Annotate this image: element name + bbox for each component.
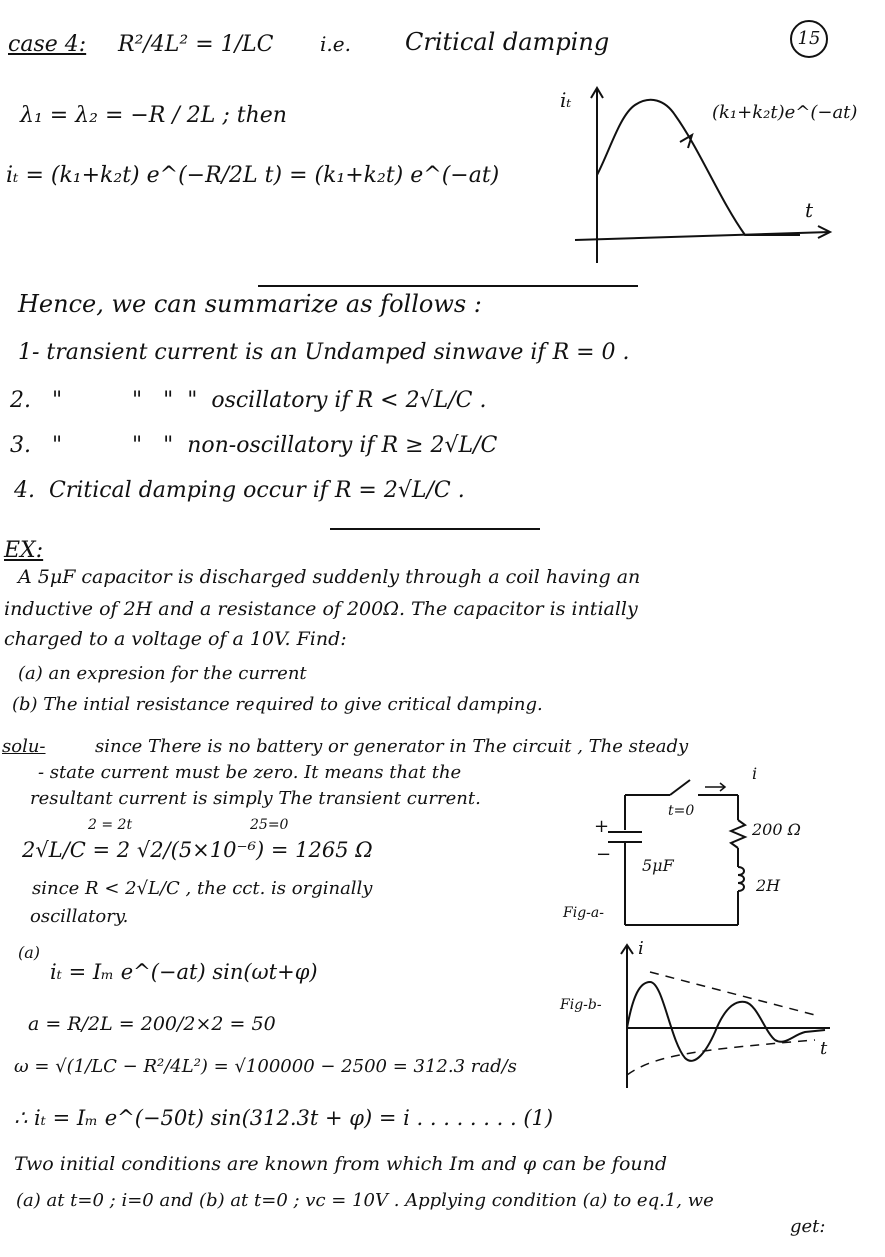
graph1-x-label: t <box>805 198 814 222</box>
capacitor-minus: − <box>596 844 612 865</box>
fig-a-label: Fig-a- <box>563 905 604 921</box>
solution-line-1: since There is no battery or generator in The circuit , The steady <box>95 736 689 757</box>
inductor-label: 2H <box>756 876 781 895</box>
example-line-1: A 5μF capacitor is discharged suddenly through a coil having an <box>18 566 641 588</box>
circuit-diagram <box>590 775 770 935</box>
omega-equation: ω = √(1/LC − R²/4L²) = √100000 − 2500 = 312.3 rad/s <box>14 1056 517 1077</box>
case4-roots: λ₁ = λ₂ = −R / 2L ; then <box>20 103 287 128</box>
upper-envelope <box>650 972 815 1015</box>
solution-line-3: resultant current is simply The transient current. <box>30 788 481 809</box>
lower-envelope <box>627 1040 815 1075</box>
example-line-2: inductive of 2H and a resistance of 200Ω. The capacitor is intially <box>4 598 638 620</box>
case4-condition: R²/4L² = 1/LC <box>118 32 274 57</box>
example-label: EX: <box>4 538 44 563</box>
since-line-1: since R < 2√L/C , the cct. is orginally <box>32 878 373 899</box>
resistor <box>731 820 745 848</box>
case4-ie: i.e. <box>320 32 351 56</box>
final-current-equation: ∴ iₜ = Iₘ e^(−50t) sin(312.3t + φ) = i . . . . . . . . (1) <box>14 1106 554 1130</box>
summary-item-3: 3. " " " non-oscillatory if R ≥ 2√L/C <box>10 433 498 458</box>
current-label: i <box>752 764 758 783</box>
alpha-equation: a = R/2L = 200/2×2 = 50 <box>28 1013 276 1035</box>
solution-label: solu- <box>2 736 46 757</box>
capacitor-label: 5μF <box>642 856 674 875</box>
calc-annotation-1: 2 = 2t <box>88 817 133 833</box>
summary-heading: Hence, we can summarize as follows : <box>18 290 482 318</box>
page-number: 15 <box>790 20 828 58</box>
fig-b-x-label: t <box>820 1038 828 1059</box>
fig-b-label: Fig-b- <box>560 997 602 1013</box>
example-part-b: (b) The intial resistance required to give critical damping. <box>12 694 543 715</box>
example-part-a: (a) an expresion for the current <box>18 663 307 684</box>
damped-oscillation-graph <box>615 940 835 1090</box>
solution-line-2: - state current must be zero. It means that the <box>38 762 462 783</box>
conditions-line-1: Two initial conditions are known from which Im and φ can be found <box>14 1153 668 1175</box>
inductor <box>738 867 744 891</box>
part-a-label: (a) <box>18 943 41 962</box>
fig-b-y-label: i <box>638 938 644 959</box>
conditions-line-2: (a) at t=0 ; i=0 and (b) at t=0 ; vc = 10V . Applying condition (a) to eq.1, we <box>16 1190 714 1211</box>
current-equation: iₜ = Iₘ e^(−at) sin(ωt+φ) <box>50 960 318 984</box>
example-line-3: charged to a voltage of a 10V. Find: <box>4 628 347 650</box>
summary-item-1: 1- transient current is an Undamped sinwave if R = 0 . <box>18 340 630 365</box>
case4-label: case 4: <box>8 32 87 57</box>
calc-annotation-2: 25=0 <box>250 817 289 833</box>
calc-line: 2√L/C = 2 √2/(5×10⁻⁶) = 1265 Ω <box>22 838 373 862</box>
graph1-y-label: iₜ <box>560 88 572 112</box>
summary-item-2: 2. " " " " oscillatory if R < 2√L/C . <box>10 388 487 413</box>
case4-current-equation: iₜ = (k₁+k₂t) e^(−R/2L t) = (k₁+k₂t) e^(−at) <box>6 163 500 188</box>
case4-name: Critical damping <box>405 28 610 56</box>
since-line-2: oscillatory. <box>30 906 129 927</box>
curve-pointer-arrow <box>680 135 692 148</box>
graph1-curve-label: (k₁+k₂t)e^(−at) <box>712 102 858 123</box>
summary-item-4: 4. Critical damping occur if R = 2√L/C . <box>14 478 465 503</box>
separator-line-2 <box>330 528 540 530</box>
get-word: get: <box>790 1216 826 1237</box>
resistor-label: 200 Ω <box>752 820 801 839</box>
switch <box>670 780 690 795</box>
switch-label: t=0 <box>668 803 695 819</box>
capacitor-plus: + <box>594 816 610 837</box>
separator-line-1 <box>258 285 638 287</box>
